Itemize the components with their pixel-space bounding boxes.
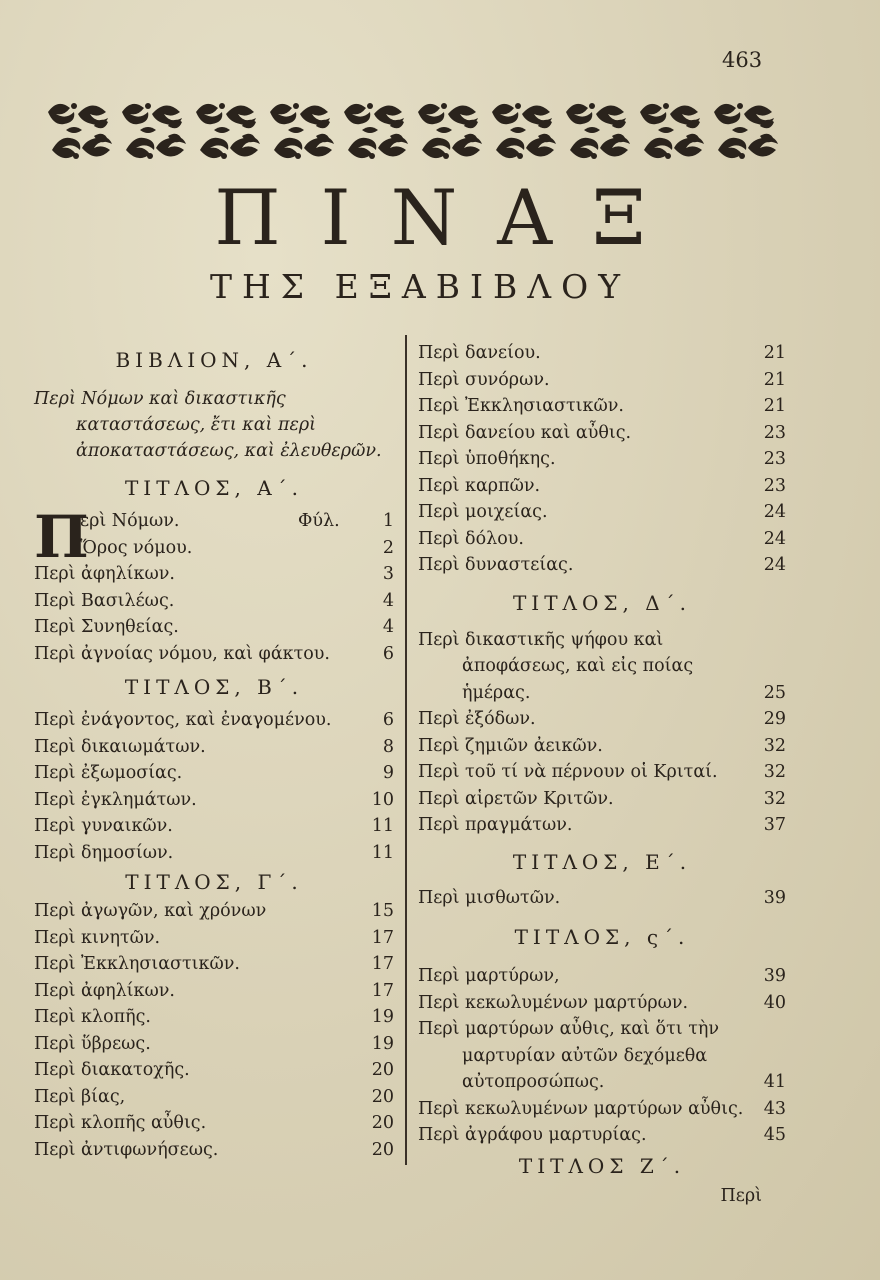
section-heading-c: ΤΙΤΛΟΣ, Γ΄. <box>125 870 303 894</box>
section-c-entries <box>34 898 394 1163</box>
toc-entry-page: 17 <box>371 954 394 974</box>
toc-entry-page: 21 <box>763 369 786 390</box>
toc-entry-page: 4 <box>382 590 394 611</box>
toc-entry <box>418 733 786 760</box>
toc-entry-page: 17 <box>371 980 394 1001</box>
toc-entry-page: 45 <box>763 1125 786 1145</box>
toc-entry <box>418 963 786 990</box>
toc-entry-label: Περὶ δυναστείας. <box>418 555 574 575</box>
book-heading: ΒΙΒΛΙΟΝ, Α΄. <box>115 348 313 372</box>
toc-entry-label: Ὅρος νόμου. <box>80 537 193 558</box>
toc-entry-label: Περὶ δόλου. <box>418 528 524 549</box>
toc-entry <box>34 951 394 978</box>
toc-entry-label: Περὶ μισθωτῶν. <box>418 887 561 908</box>
toc-entry <box>418 340 786 367</box>
toc-entry-page: 24 <box>763 528 786 549</box>
toc-entry <box>34 760 394 787</box>
section-heading-f: ΤΙΤΛΟΣ, ς΄. <box>514 925 690 949</box>
toc-entry-page: 10 <box>371 789 394 810</box>
toc-entry-label: Περὶ ὑποθήκης. <box>418 449 556 469</box>
toc-entry <box>418 812 786 839</box>
toc-entry-page: 19 <box>371 1007 394 1027</box>
toc-entry-label: Περὶ Συνηθείας. <box>34 617 179 637</box>
toc-entry-page: 20 <box>371 1086 394 1107</box>
toc-entry-page: 21 <box>763 343 786 363</box>
toc-entry-label: Περὶ κλοπῆς. <box>34 1007 151 1027</box>
toc-entry-page: 17 <box>371 927 394 948</box>
toc-entry <box>418 420 786 447</box>
toc-entry-page: 11 <box>371 842 394 863</box>
section-f-entries <box>418 963 786 1149</box>
toc-entry <box>34 1110 394 1137</box>
section-heading-a: ΤΙΤΛΟΣ, Α΄. <box>124 476 304 500</box>
toc-entry-label: Περὶ ἀφηλίκων. <box>34 980 175 1001</box>
toc-entry <box>34 1137 394 1164</box>
toc-entry <box>34 614 394 641</box>
toc-entry-page: 23 <box>763 449 786 469</box>
toc-entry-label: Περὶ μοιχείας. <box>418 502 548 522</box>
toc-entry-label: Περὶ δημοσίων. <box>34 842 174 863</box>
section-heading-g: ΤΙΤΛΟΣ Ζ΄. <box>518 1153 686 1178</box>
drop-capital: Π <box>34 503 89 571</box>
toc-entry <box>34 787 394 814</box>
toc-entry <box>34 1057 394 1084</box>
toc-entry-label: Περὶ ἀγράφου μαρτυρίας. <box>418 1125 647 1145</box>
toc-entry-page: 11 <box>371 816 394 836</box>
toc-entry-page: 20 <box>371 1113 394 1133</box>
toc-entry-page: 24 <box>763 555 786 575</box>
toc-entry-label: Περὶ δανείου. <box>418 343 541 363</box>
toc-entry <box>34 588 394 615</box>
toc-entry <box>34 978 394 1005</box>
toc-entry <box>34 813 394 840</box>
toc-entry <box>34 898 394 925</box>
left-column <box>34 340 394 1163</box>
toc-entry <box>418 526 786 553</box>
toc-entry-page: 41 <box>763 1072 786 1092</box>
toc-entry-page: 21 <box>763 396 786 416</box>
toc-entry-label: Περὶ συνόρων. <box>418 369 550 390</box>
section-e-entries <box>418 885 786 912</box>
section-heading-e: ΤΙΤΛΟΣ, Ε΄. <box>512 849 692 874</box>
toc-entry-label: Περὶ ἀγνοίας νόμου, καὶ φάκτου. <box>34 643 330 664</box>
toc-entry <box>34 734 394 761</box>
toc-entry-page: 23 <box>763 422 786 443</box>
toc-entry-page: 6 <box>382 710 394 730</box>
catchword: Περὶ <box>720 1185 762 1206</box>
toc-entry <box>34 1084 394 1111</box>
toc-entry-label: Περὶ ἐνάγοντος, καὶ ἐναγομένου. <box>34 710 332 730</box>
toc-entry-label: Περὶ Ἐκκλησιαστικῶν. <box>418 396 624 416</box>
toc-entry <box>418 759 786 786</box>
toc-entry-label: Περὶ ὕβρεως. <box>34 1033 151 1054</box>
section-a-entries <box>34 561 394 667</box>
toc-entry-page: 2 <box>382 537 394 558</box>
toc-entry-label: Περὶ δικαιωμάτων. <box>34 736 206 757</box>
section-heading-d: ΤΙΤΛΟΣ, Δ΄. <box>512 590 692 615</box>
toc-entry-page: 9 <box>382 763 394 783</box>
toc-entry <box>418 990 786 1017</box>
toc-entry <box>34 535 394 562</box>
toc-entry-page: 25 <box>763 682 786 703</box>
toc-entry-page: 1 <box>382 511 394 531</box>
toc-entry-page: 24 <box>763 502 786 522</box>
toc-entry <box>418 446 786 473</box>
page-title: ΠΙΝΑΞ <box>214 173 686 262</box>
toc-entry <box>34 707 394 734</box>
toc-entry-label: Περὶ δανείου καὶ αὖθις. <box>418 422 632 443</box>
toc-entry <box>418 552 786 579</box>
toc-entry <box>418 1122 786 1149</box>
toc-entry <box>418 499 786 526</box>
toc-entry-label: Περὶ ἐγκλημάτων. <box>34 789 197 810</box>
toc-entry-page: 19 <box>371 1033 394 1054</box>
toc-entry-label: Περὶ δικαστικῆς ψήφου καὶ ἀποφάσεως, καὶ εἰς ποίας ἡμέρας. <box>418 629 694 703</box>
toc-entry <box>34 641 394 668</box>
toc-entry-label: Περὶ Βασιλέως. <box>34 590 175 611</box>
toc-entry-label: Περὶ ἐξωμοσίας. <box>34 763 183 783</box>
toc-entry-page: 37 <box>763 815 786 835</box>
toc-entry-label: Περὶ διακατοχῆς. <box>34 1060 190 1080</box>
section-b-entries <box>34 707 394 866</box>
toc-entry-folio-abbrev: Φύλ. <box>298 511 340 531</box>
decorative-ornament-band <box>42 92 782 170</box>
toc-entry-page: 15 <box>371 901 394 921</box>
toc-entry-page: 32 <box>763 735 786 756</box>
toc-entry-page: 29 <box>763 709 786 729</box>
column-divider <box>405 335 407 1165</box>
toc-entry-page: 6 <box>382 643 394 664</box>
section-heading-b: ΤΙΤΛΟΣ, Β΄. <box>124 675 304 699</box>
toc-entry-label: Περὶ κινητῶν. <box>34 927 161 948</box>
toc-entry-page: 23 <box>763 475 786 496</box>
toc-entry-label: Περὶ ἀγωγῶν, καὶ χρόνων <box>34 901 267 921</box>
toc-entry-label: Περὶ Ἐκκλησιαστικῶν. <box>34 954 240 974</box>
toc-entry <box>418 1096 786 1123</box>
toc-entry <box>418 393 786 420</box>
toc-entry-label: Περὶ τοῦ τί νὰ πέρνουν οἱ Κριταί. <box>418 762 718 782</box>
toc-entry-label: Περὶ ἀφηλίκων. <box>34 564 175 584</box>
toc-entry-label: Περὶ μαρτύρων αὖθις, καὶ ὅτι τὴν μαρτυρίαν αὐτῶν δεχόμεθα αὐτοπροσώπως. <box>418 1019 720 1092</box>
toc-entry-label: Περὶ κεκωλυμένων μαρτύρων. <box>418 992 689 1013</box>
toc-entry-page: 32 <box>763 788 786 809</box>
toc-entry <box>418 885 786 912</box>
section-d-entries <box>418 627 786 839</box>
page-number: 463 <box>722 48 763 72</box>
toc-entry <box>34 840 394 867</box>
book-intro: Περὶ Νόμων καὶ δικαστικῆς καταστάσεως, ἔτι καὶ περὶ ἀποκαταστάσεως, καὶ ἐλευθερῶν. <box>34 389 382 461</box>
toc-entry-page: 39 <box>763 966 786 986</box>
toc-entry-page: 43 <box>763 1098 786 1119</box>
toc-entry <box>418 627 786 707</box>
toc-entry <box>418 473 786 500</box>
toc-entry-label: Περὶ καρπῶν. <box>418 475 541 496</box>
toc-entry <box>418 1016 786 1096</box>
catchword-row <box>418 1183 786 1210</box>
toc-entry-page: 40 <box>763 992 786 1013</box>
toc-entry-label: Περὶ ἐξόδων. <box>418 709 536 729</box>
toc-entry-label: Περὶ γυναικῶν. <box>34 816 173 836</box>
toc-entry-label: Περὶ κλοπῆς αὖθις. <box>34 1113 207 1133</box>
toc-entry <box>418 786 786 813</box>
toc-entry-page: 20 <box>371 1060 394 1080</box>
toc-entry-page: 8 <box>382 736 394 757</box>
toc-entry-page: 39 <box>763 887 786 908</box>
toc-entry-page: 3 <box>382 564 394 584</box>
toc-entry <box>418 706 786 733</box>
toc-entry <box>34 925 394 952</box>
toc-entry <box>34 508 394 535</box>
toc-entry-label: Περὶ αἱρετῶν Κριτῶν. <box>418 788 614 809</box>
toc-entry-page: 4 <box>382 617 394 637</box>
toc-entry-label: ερὶ Νόμων. <box>80 511 180 531</box>
toc-entry-page: 20 <box>371 1139 394 1160</box>
toc-entry-label: Περὶ ἀντιφωνήσεως. <box>34 1139 219 1160</box>
first-entry-block <box>34 503 394 571</box>
top-entries <box>418 340 786 579</box>
toc-entry-label: Περὶ βίας, <box>34 1086 126 1107</box>
toc-entry-label: Περὶ κεκωλυμένων μαρτύρων αὖθις. <box>418 1098 744 1119</box>
toc-entry-label: Περὶ ζημιῶν ἀεικῶν. <box>418 735 603 756</box>
toc-entry <box>34 1031 394 1058</box>
toc-entry <box>418 367 786 394</box>
toc-entry-label: Περὶ πραγμάτων. <box>418 815 573 835</box>
toc-entry-page: 32 <box>763 762 786 782</box>
right-column <box>418 340 786 1209</box>
toc-entry-label: Περὶ μαρτύρων, <box>418 966 560 986</box>
toc-entry <box>34 561 394 588</box>
page-subtitle: ΤΗΣ ΕΞΑΒΙΒΛΟΥ <box>210 267 630 306</box>
toc-entry <box>34 1004 394 1031</box>
